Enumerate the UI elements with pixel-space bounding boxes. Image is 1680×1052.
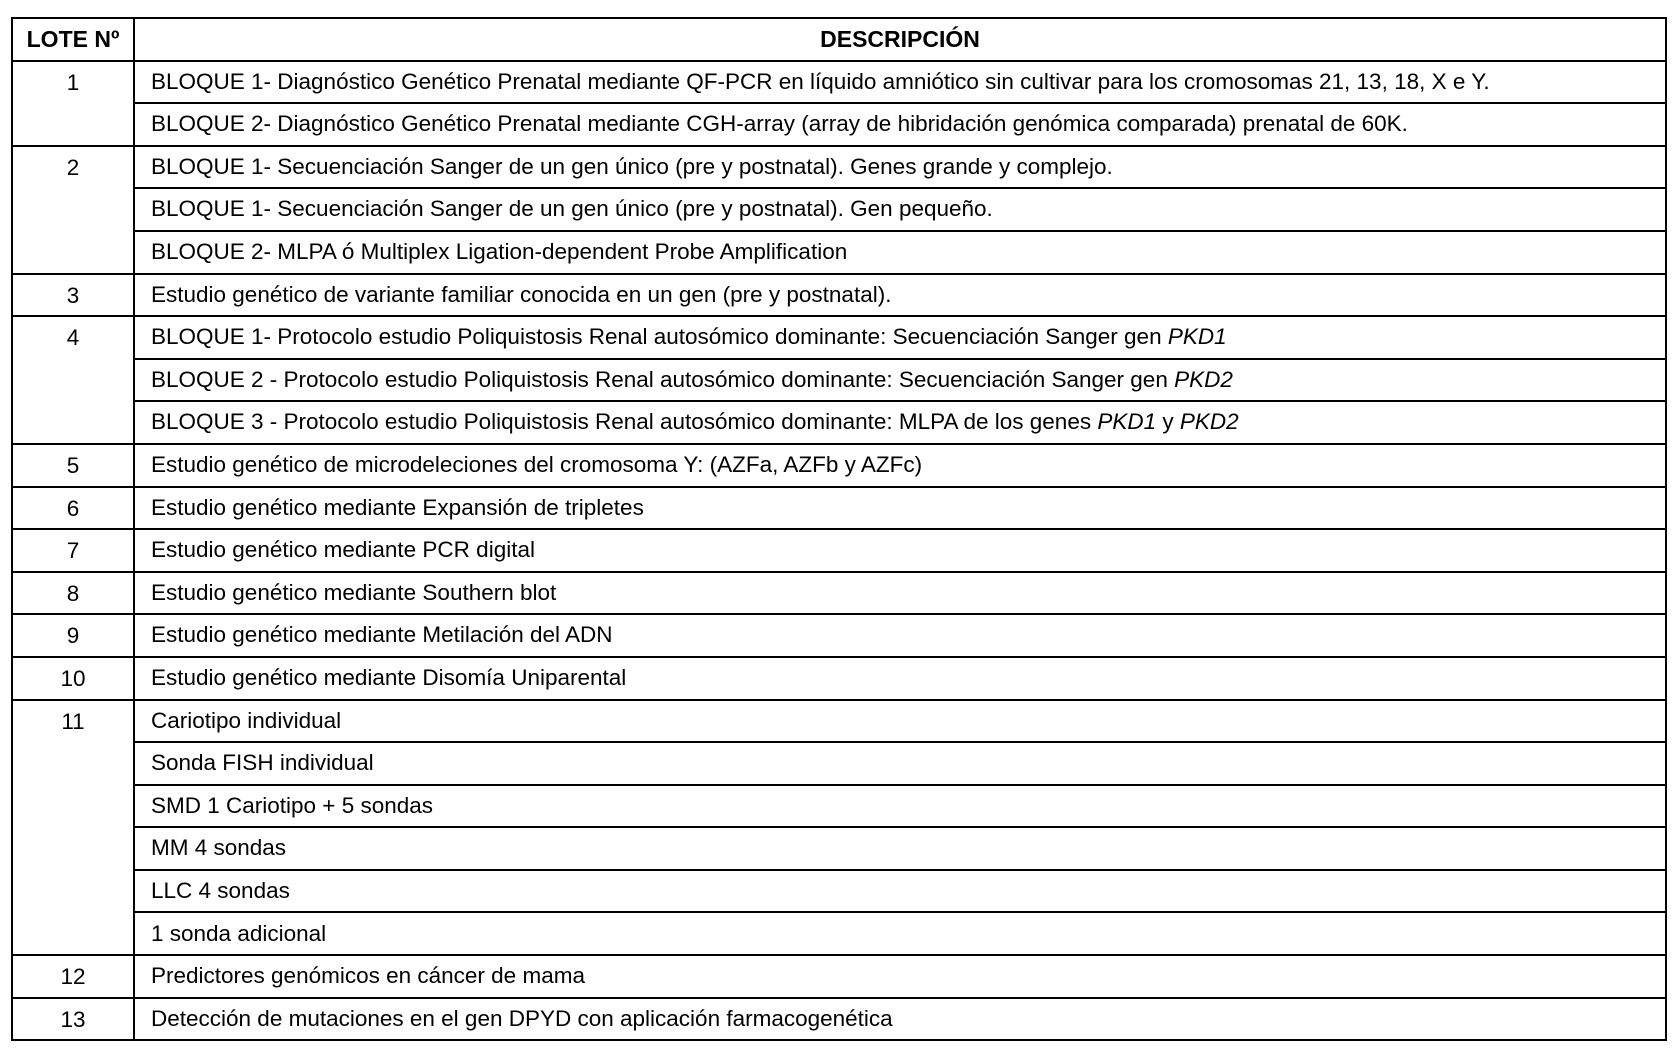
description-text: BLOQUE 1- Protocolo estudio Poliquistosis Renal autosómico dominante: Secuenciación Sanger gen (151, 324, 1168, 350)
table-row (12, 188, 1666, 231)
table-row (12, 146, 1666, 189)
description-text: BLOQUE 3 - Protocolo estudio Poliquistosis Renal autosómico dominante: MLPA de los genes (151, 409, 1098, 435)
lote-number: 10 (12, 657, 134, 700)
lote-description (134, 231, 1666, 274)
description-text: Estudio genético mediante Southern blot (151, 579, 557, 605)
lote-number: 12 (12, 955, 134, 998)
description-text: Cariotipo individual (151, 707, 342, 733)
lote-description (134, 274, 1666, 317)
description-text: y (1156, 409, 1180, 435)
lote-description (134, 444, 1666, 487)
description-text: BLOQUE 1- Secuenciación Sanger de un gen único (pre y postnatal). Genes grande y complejo. (151, 153, 1113, 179)
description-text: Estudio genético mediante Expansión de tripletes (151, 494, 644, 520)
lote-description (134, 188, 1666, 231)
description-text: BLOQUE 2- Diagnóstico Genético Prenatal mediante CGH-array (array de hibridación genómica comparada) prenatal de 60K. (151, 111, 1408, 137)
lote-description (134, 614, 1666, 657)
lote-description (134, 827, 1666, 870)
lote-number: 5 (12, 444, 134, 487)
description-text: SMD 1 Cariotipo + 5 sondas (151, 792, 434, 818)
table-row (12, 614, 1666, 657)
lote-description (134, 529, 1666, 572)
description-text: BLOQUE 2- MLPA ó Multiplex Ligation-dependent Probe Amplification (151, 239, 848, 265)
description-text: 1 sonda adicional (151, 920, 327, 946)
description-text: Estudio genético mediante Metilación del ADN (151, 622, 613, 648)
table-row (12, 359, 1666, 402)
lote-number: 9 (12, 614, 134, 657)
header-row (12, 18, 1666, 61)
table-row (12, 231, 1666, 274)
description-text: MM 4 sondas (151, 835, 287, 861)
table-row (12, 316, 1666, 359)
lote-number: 7 (12, 529, 134, 572)
description-text: BLOQUE 2 - Protocolo estudio Poliquistosis Renal autosómico dominante: Secuenciación Sanger gen (151, 366, 1175, 392)
table-row (12, 998, 1666, 1041)
header-lote: LOTE Nº (12, 18, 134, 61)
description-text: BLOQUE 1- Diagnóstico Genético Prenatal mediante QF-PCR en líquido amniótico sin cultivar para los cromosomas 21, 13, 18, X e Y. (151, 68, 1490, 94)
table-row (12, 401, 1666, 444)
lote-number: 8 (12, 572, 134, 615)
description-text: Estudio genético mediante Disomía Uniparental (151, 664, 627, 690)
table-row (12, 444, 1666, 487)
description-text: Predictores genómicos en cáncer de mama (151, 963, 585, 989)
lote-number: 4 (12, 316, 134, 444)
table-row (12, 274, 1666, 317)
table-row (12, 870, 1666, 913)
table-row (12, 61, 1666, 104)
lote-description (134, 359, 1666, 402)
lote-description (134, 912, 1666, 955)
lote-description (134, 700, 1666, 743)
description-text: Estudio genético de microdeleciones del cromosoma Y: (AZFa, AZFb y AZFc) (151, 451, 923, 477)
table-body (12, 61, 1666, 1041)
lotes-table (11, 17, 1667, 1041)
table-row (12, 912, 1666, 955)
lote-description (134, 955, 1666, 998)
gene-name: PKD2 (1179, 409, 1239, 435)
lote-number: 11 (12, 700, 134, 956)
gene-name: PKD1 (1097, 409, 1157, 435)
description-text: LLC 4 sondas (151, 877, 290, 903)
lote-description (134, 572, 1666, 615)
lote-description (134, 103, 1666, 146)
table-row (12, 955, 1666, 998)
table-row (12, 700, 1666, 743)
gene-name: PKD2 (1174, 366, 1233, 392)
lote-number: 2 (12, 146, 134, 274)
lote-number: 6 (12, 487, 134, 530)
table-row (12, 572, 1666, 615)
table-row (12, 827, 1666, 870)
lote-number: 13 (12, 998, 134, 1041)
lote-description (134, 401, 1666, 444)
description-text: BLOQUE 1- Secuenciación Sanger de un gen único (pre y postnatal). Gen pequeño. (151, 196, 993, 222)
description-text: Estudio genético de variante familiar conocida en un gen (pre y postnatal). (151, 281, 892, 307)
lote-description (134, 146, 1666, 189)
lote-number: 1 (12, 61, 134, 146)
table-header (12, 18, 1666, 61)
lote-description (134, 742, 1666, 785)
lote-description (134, 316, 1666, 359)
header-descripcion: DESCRIPCIÓN (134, 18, 1666, 61)
table-row (12, 529, 1666, 572)
table-row (12, 657, 1666, 700)
lote-description (134, 61, 1666, 104)
description-text: Detección de mutaciones en el gen DPYD con aplicación farmacogenética (151, 1005, 893, 1031)
lote-description (134, 487, 1666, 530)
table-row (12, 103, 1666, 146)
description-text: Estudio genético mediante PCR digital (151, 537, 535, 563)
lote-number: 3 (12, 274, 134, 317)
lote-description (134, 657, 1666, 700)
description-text: Sonda FISH individual (151, 750, 374, 776)
gene-name: PKD1 (1167, 324, 1227, 350)
table-row (12, 487, 1666, 530)
lote-description (134, 870, 1666, 913)
lote-description (134, 998, 1666, 1041)
lote-description (134, 785, 1666, 828)
table-row (12, 742, 1666, 785)
table-row (12, 785, 1666, 828)
